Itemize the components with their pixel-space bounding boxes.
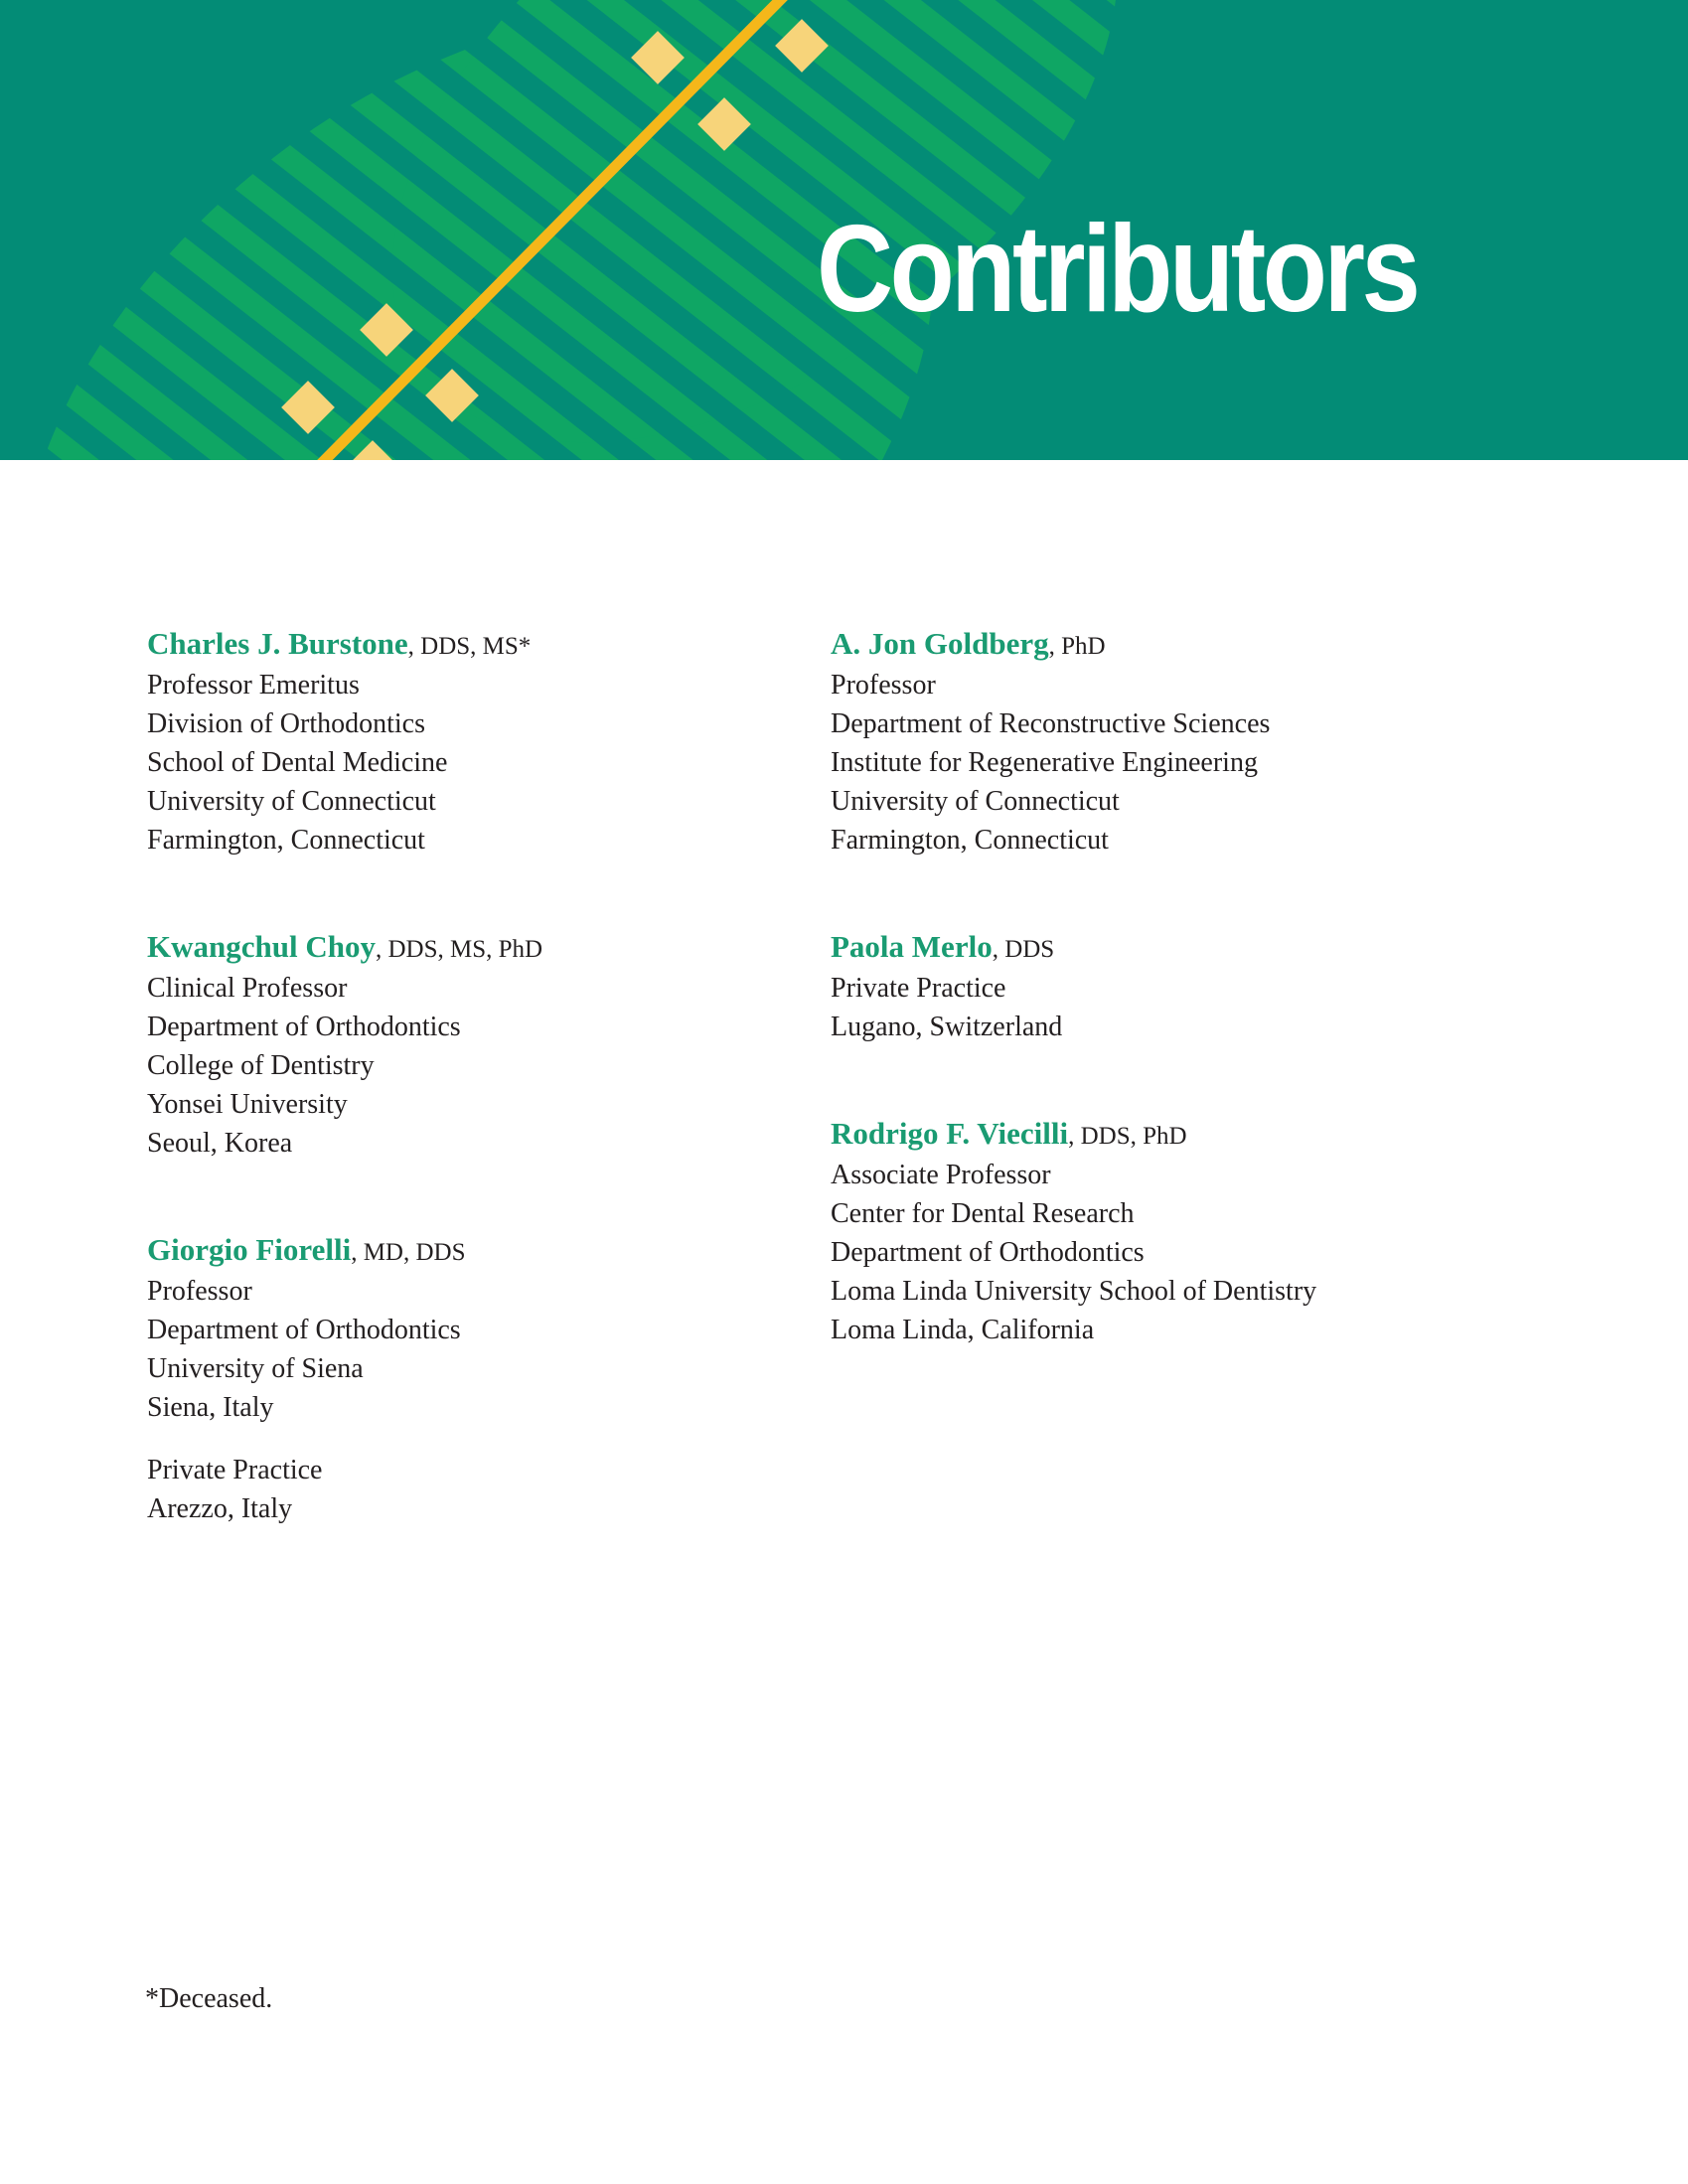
contributor-entry: [831, 1112, 1506, 1349]
affiliation-line: Associate Professor: [831, 1160, 1051, 1190]
contributor-name: Kwangchul Choy: [147, 929, 376, 964]
affiliation-line: Farmington, Connecticut: [831, 825, 1109, 856]
contributor-name: A. Jon Goldberg: [831, 626, 1049, 661]
contributor-heading: [831, 1112, 1506, 1156]
affiliation-line: University of Connecticut: [831, 786, 1120, 817]
contributor-name: Giorgio Fiorelli: [147, 1232, 352, 1267]
affiliation-line: College of Dentistry: [147, 1050, 375, 1081]
affiliation-line: Loma Linda, California: [831, 1315, 1095, 1345]
contributor-heading: [831, 925, 1506, 969]
affiliation-line: Department of Orthodontics: [147, 1012, 461, 1042]
header-banner: [0, 0, 1688, 460]
affiliation-line: Department of Orthodontics: [147, 1315, 461, 1345]
contributor-credentials: , PhD: [1048, 633, 1106, 660]
affiliation-line: Loma Linda University School of Dentistry: [831, 1276, 1317, 1307]
contributor-credentials: , DDS: [992, 936, 1055, 963]
affiliation-line: Professor: [147, 1276, 252, 1307]
contributor-entry: [147, 622, 823, 859]
affiliation-group: [147, 1451, 823, 1528]
affiliation-line: Center for Dental Research: [831, 1198, 1135, 1229]
affiliation-line: Seoul, Korea: [147, 1128, 293, 1159]
affiliation-line: Yonsei University: [147, 1089, 348, 1120]
contributor-credentials: , MD, DDS: [351, 1239, 466, 1266]
contributor-heading: [147, 622, 823, 666]
affiliation-line: University of Connecticut: [147, 786, 436, 817]
affiliation-line: School of Dental Medicine: [147, 747, 448, 778]
contributor-name: Paola Merlo: [831, 929, 993, 964]
contributor-entry: [147, 1228, 823, 1528]
affiliation-line: Professor Emeritus: [147, 670, 360, 701]
contributor-heading: [147, 1228, 823, 1272]
affiliation-line: Farmington, Connecticut: [147, 825, 425, 856]
affiliation-line: Clinical Professor: [147, 973, 348, 1004]
contributor-name: Charles J. Burstone: [147, 626, 408, 661]
affiliation-line: University of Siena: [147, 1353, 364, 1384]
contributor-entry: [831, 622, 1506, 859]
contributor-credentials: , DDS, MS, PhD: [375, 936, 543, 963]
affiliation-group: [831, 1156, 1506, 1349]
page-title: Contributors: [817, 201, 1418, 338]
affiliation-line: Department of Reconstructive Sciences: [831, 708, 1271, 739]
contributor-credentials: , DDS, MS*: [407, 633, 532, 660]
affiliation-line: Siena, Italy: [147, 1392, 274, 1423]
affiliation-group: [147, 666, 823, 859]
affiliation-line: Department of Orthodontics: [831, 1237, 1145, 1268]
contributor-entry: [831, 925, 1506, 1046]
affiliation-group: [147, 969, 823, 1163]
contributor-heading: [831, 622, 1506, 666]
contributors-column-left: [147, 622, 823, 1594]
affiliation-line: Private Practice: [831, 973, 1006, 1004]
contributor-entry: [147, 925, 823, 1163]
affiliation-line: Lugano, Switzerland: [831, 1012, 1063, 1042]
affiliation-line: Division of Orthodontics: [147, 708, 425, 739]
contributors-column-right: [831, 622, 1506, 1415]
affiliation-line: Institute for Regenerative Engineering: [831, 747, 1258, 778]
contributor-name: Rodrigo F. Viecilli: [831, 1116, 1069, 1151]
footnote: *Deceased.: [145, 1983, 273, 2014]
contributor-credentials: , DDS, PhD: [1068, 1123, 1187, 1150]
affiliation-group: [831, 969, 1506, 1046]
affiliation-group: [831, 666, 1506, 859]
affiliation-line: Private Practice: [147, 1455, 323, 1485]
affiliation-line: Arezzo, Italy: [147, 1493, 293, 1524]
affiliation-line: Professor: [831, 670, 936, 701]
affiliation-group: [147, 1272, 823, 1427]
contributor-heading: [147, 925, 823, 969]
